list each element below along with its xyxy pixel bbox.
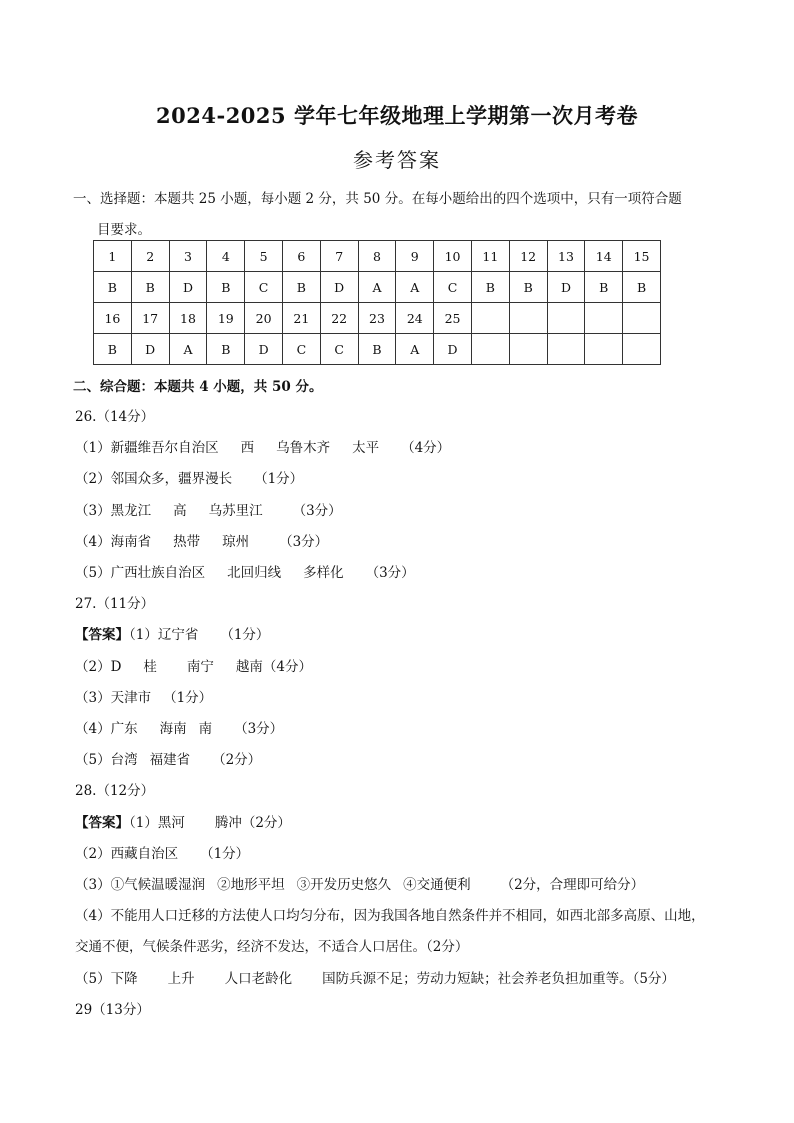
table-cell: 14 [585,241,623,272]
table-cell [471,303,509,334]
table-cell: 16 [94,303,132,334]
answer-text: （2）D [75,658,122,675]
table-cell: 8 [358,241,396,272]
page-title: 2024-2025 学年七年级地理上学期第一次月考卷 [156,103,638,128]
table-cell: 4 [207,241,245,272]
table-cell: 7 [320,241,358,272]
answer-text: 北回归线 [227,565,282,582]
answer-text: 国防兵源不足；劳动力短缺；社会养老负担加重等。（5分） [322,970,675,987]
score-text: （1分） [254,471,304,488]
table-cell: 19 [207,303,245,334]
answer-text: 桂 [143,658,157,675]
table-cell: A [396,272,434,303]
table-cell: 21 [282,303,320,334]
score-text: （3分） [365,565,415,582]
table-cell [623,334,661,365]
table-cell: B [282,272,320,303]
answer-text: （1）新疆维吾尔自治区 [75,440,219,457]
table-cell: 24 [396,303,434,334]
table-cell: B [509,272,547,303]
q28-answer-2 [75,839,735,870]
table-cell: C [245,272,283,303]
answer-text: （3）黑龙江 [75,502,152,519]
table-cell: 1 [94,241,132,272]
table-cell: 11 [471,241,509,272]
q27-head: 27.（11分） [75,596,155,613]
answer-text: 南宁 [186,658,214,675]
answer-text: （5）广西壮族自治区 [75,565,206,582]
table-row [94,241,661,272]
q28-answer-5 [75,964,735,995]
answer-text: （4）海南省 [75,533,152,550]
section1-heading [73,184,733,246]
section2-heading [73,372,322,403]
score-text: （1分） [220,627,270,644]
table-cell: 9 [396,241,434,272]
table-cell: A [169,334,207,365]
table-cell: 10 [434,241,472,272]
answer-text: （4）广东 [75,721,138,738]
answer-text: ③开发历史悠久 [296,877,392,894]
q26-head: 26.（14分） [75,409,155,425]
answer-text: （2）西藏自治区 [75,845,179,862]
table-cell: 6 [282,241,320,272]
score-text: （3分） [292,502,342,519]
answer-text: 腾冲（2分） [214,814,291,831]
table-cell: B [358,334,396,365]
q27-answer-1 [75,620,735,651]
answer-text: （3）天津市 [75,689,152,706]
answer-text: 上升 [167,970,195,987]
table-cell: B [623,272,661,303]
table-cell: B [207,272,245,303]
answers-body [75,402,735,1026]
answer-text: ②地形平坦 [217,877,285,894]
table-cell [623,303,661,334]
table-cell: B [585,272,623,303]
answer-text: 高 [173,502,187,519]
table-cell: D [434,334,472,365]
table-row [94,334,661,365]
answer-text: 多样化 [303,565,344,582]
table-cell: 18 [169,303,207,334]
answer-label: 【答案】 [75,627,129,644]
table-cell [509,334,547,365]
table-cell: A [396,334,434,365]
q26-answer-1 [75,433,735,464]
score-text: （2分） [212,752,262,769]
answer-text: （5）下降 [75,970,138,987]
q28-answer-4-line2: 交通不便，气候条件恶劣，经济不发达，不适合人口居住。（2分） [75,939,469,956]
table-cell: B [207,334,245,365]
section1-heading-line1: 一、选择题：本题共 25 小题，每小题 2 分，共 50 分。在每小题给出的四个选项中，只有一项符合题 [73,191,682,207]
score-text: （4分） [401,440,451,457]
table-cell: 3 [169,241,207,272]
q26-answer-2 [75,464,735,495]
score-text: （1分） [163,689,213,706]
page-subtitle: 参考答案 [353,148,441,172]
answer-text: 热带 [173,533,201,550]
table-cell: 15 [623,241,661,272]
q28-answer-3 [75,870,735,901]
q27-answer-5 [75,745,735,776]
answer-text: ④交通便利 [403,877,471,894]
answer-text: （1）辽宁省 [129,627,199,644]
table-cell: A [358,272,396,303]
table-cell: C [434,272,472,303]
answer-text: 琼州 [222,533,250,550]
table-cell: D [131,334,169,365]
answer-text: 南 [198,721,213,738]
table-cell: 25 [434,303,472,334]
answer-text: 人口老龄化 [224,970,293,987]
answer-label: 【答案】 [75,814,129,831]
score-text: （3分） [279,533,329,550]
answer-text: 乌苏里江 [208,502,263,519]
q27-answer-3 [75,683,735,714]
answer-table [93,240,661,365]
score-text: （3分） [234,721,284,738]
table-row [94,303,661,334]
answer-text: 海南 [159,721,187,738]
table-cell: 23 [358,303,396,334]
q26-answer-3 [75,496,735,527]
q28-answer-1 [75,808,735,839]
score-text: （1分） [200,845,250,862]
table-cell: C [282,334,320,365]
table-cell: D [547,272,585,303]
answer-text: 太平 [352,440,380,457]
answer-text: 越南（4分） [235,658,313,675]
answer-text: 西 [240,440,255,457]
table-cell: 12 [509,241,547,272]
answer-text: （3）①气候温暖湿润 [75,877,206,894]
table-cell: 2 [131,241,169,272]
answer-text: （5）台湾 [75,752,138,769]
table-cell: D [320,272,358,303]
q27-answer-4 [75,714,735,745]
table-cell: B [94,272,132,303]
table-cell [585,334,623,365]
q29-head: 29（13分） [75,1001,150,1018]
answer-text: 福建省 [149,752,191,769]
table-cell: D [169,272,207,303]
answer-text: （1）黑河 [129,814,185,831]
table-cell [547,303,585,334]
answer-text: （2）邻国众多，疆界漫长 [75,471,233,488]
table-cell: B [131,272,169,303]
q26-answer-5 [75,558,735,589]
table-cell [471,334,509,365]
q27-answer-2 [75,652,735,683]
table-cell: 20 [245,303,283,334]
section2-heading-text: 二、综合题：本题共 4 小题，共 50 分。 [73,379,323,395]
table-cell [509,303,547,334]
section1-heading-line2: 目要求。 [97,222,151,238]
table-cell: 17 [131,303,169,334]
table-cell: D [245,334,283,365]
table-cell: 5 [245,241,283,272]
table-cell [585,303,623,334]
table-cell [547,334,585,365]
table-cell: B [94,334,132,365]
table-cell: 13 [547,241,585,272]
score-text: （2分，合理即可给分） [500,877,645,894]
answer-text: 乌鲁木齐 [276,440,331,457]
q28-answer-4-line1: （4）不能用人口迁移的方法使人口均匀分布，因为我国各地自然条件并不相同，如西北部多高原、山地， [75,908,705,925]
table-row [94,272,661,303]
table-cell: 22 [320,303,358,334]
q26-answer-4 [75,527,735,558]
table-cell: C [320,334,358,365]
table-cell: B [471,272,509,303]
q28-head: 28.（12分） [75,783,155,800]
